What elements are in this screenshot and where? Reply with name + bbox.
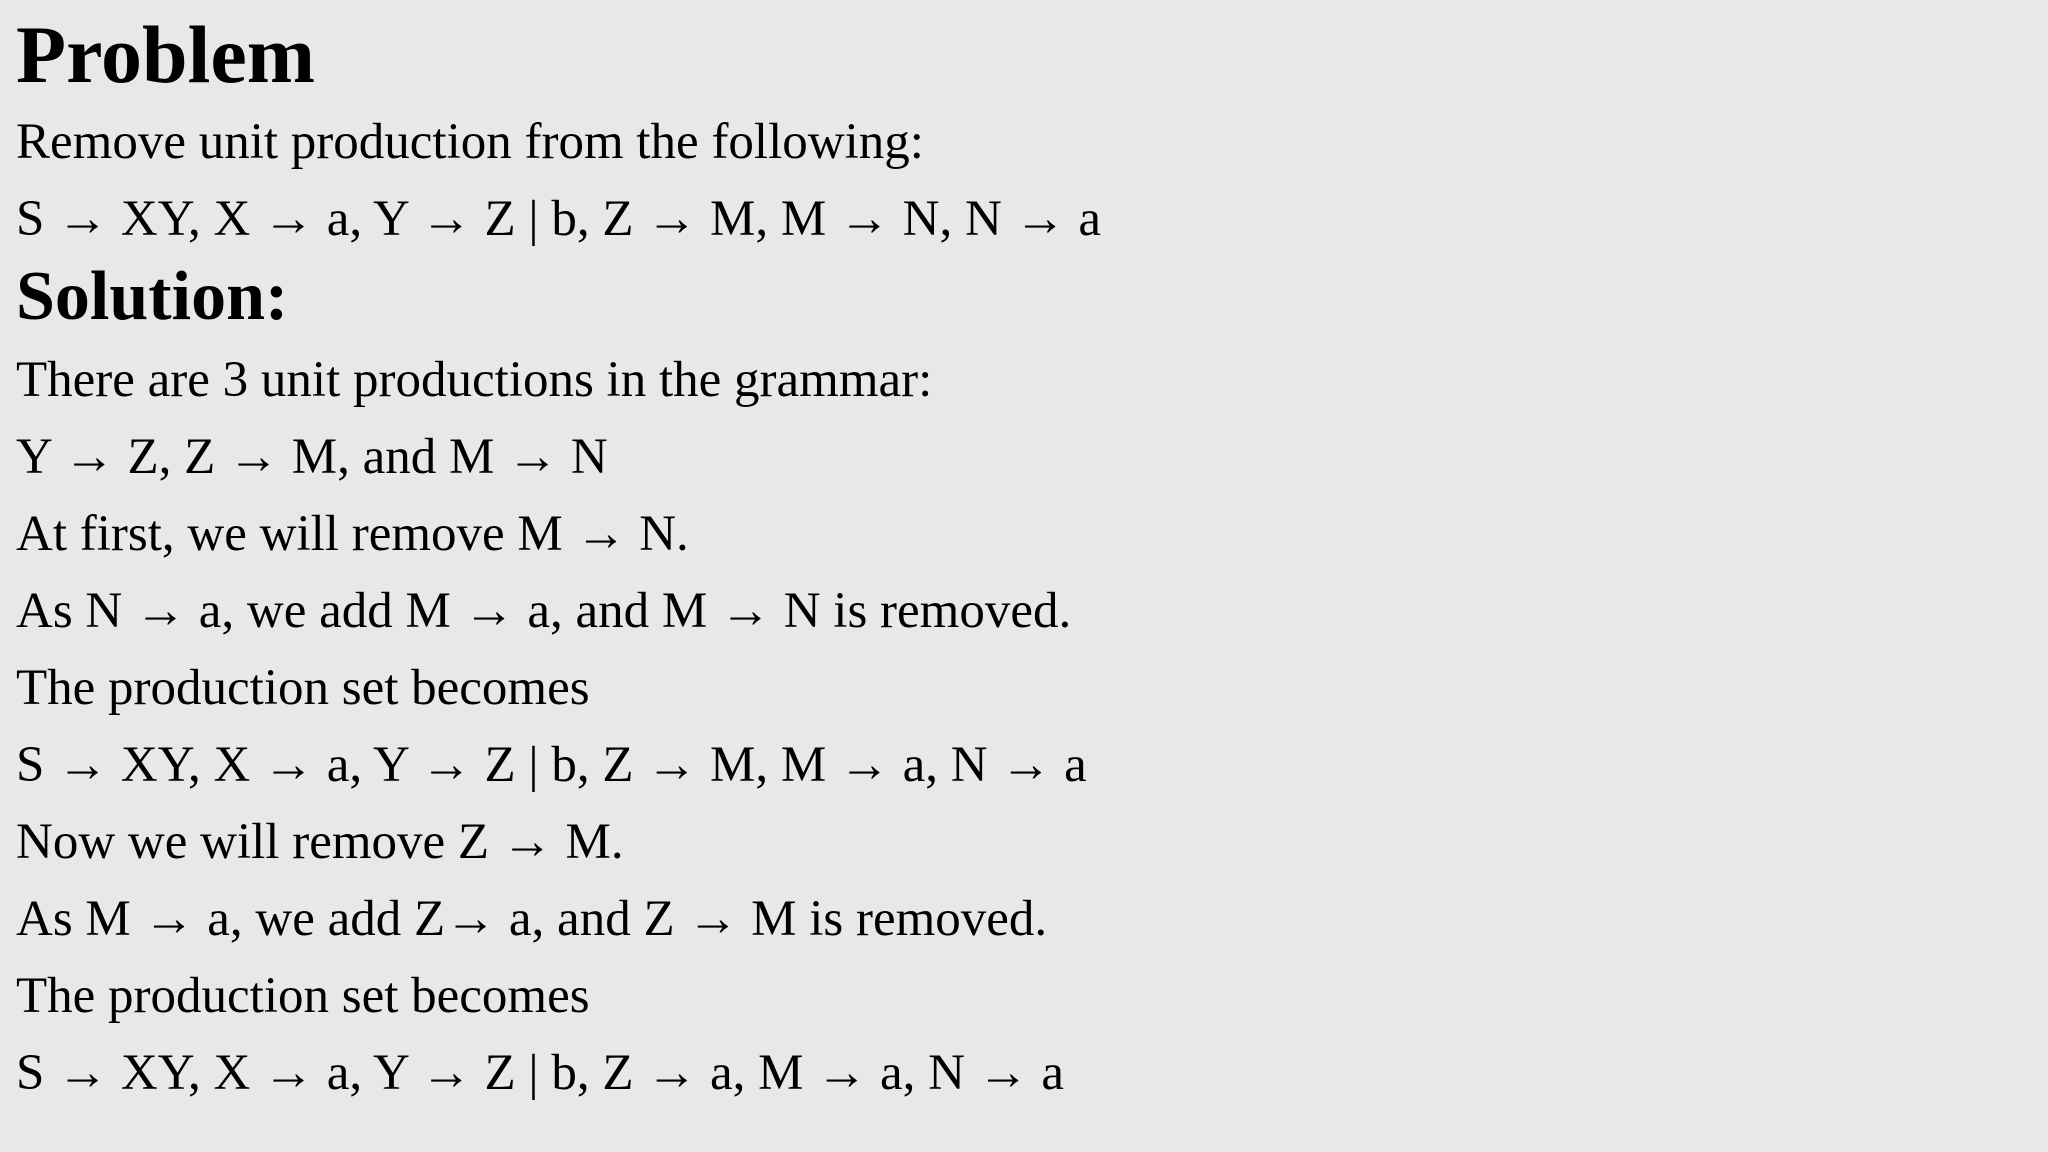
solution-line-grammar-2: S → XY, X → a, Y → Z | b, Z → a, M → a, N → a [16, 1045, 1065, 1101]
solution-line-remove-zm: Now we will remove Z → M. [16, 814, 624, 870]
solution-line-set-becomes-2: The production set becomes [16, 968, 590, 1024]
solution-line-grammar-1: S → XY, X → a, Y → Z | b, Z → M, M → a, N → a [16, 737, 1087, 793]
solution-heading: Solution: [16, 258, 289, 335]
solution-line-unit-list: Y → Z, Z → M, and M → N [16, 429, 608, 485]
solution-line-remove-mn: At first, we will remove M → N. [16, 506, 689, 562]
problem-grammar: S → XY, X → a, Y → Z | b, Z → M, M → N, N → a [16, 191, 1101, 247]
solution-line-add-ma: As N → a, we add M → a, and M → N is removed. [16, 583, 1072, 639]
problem-heading: Problem [16, 9, 316, 100]
solution-line-add-za: As M → a, we add Z→ a, and Z → M is removed. [16, 891, 1048, 947]
solution-steps [16, 342, 2048, 1112]
problem-statement [16, 104, 2048, 258]
solution-line-unit-count: There are 3 unit productions in the grammar: [16, 352, 933, 408]
solution-line-set-becomes-1: The production set becomes [16, 660, 590, 716]
problem-instruction: Remove unit production from the following: [16, 114, 924, 170]
